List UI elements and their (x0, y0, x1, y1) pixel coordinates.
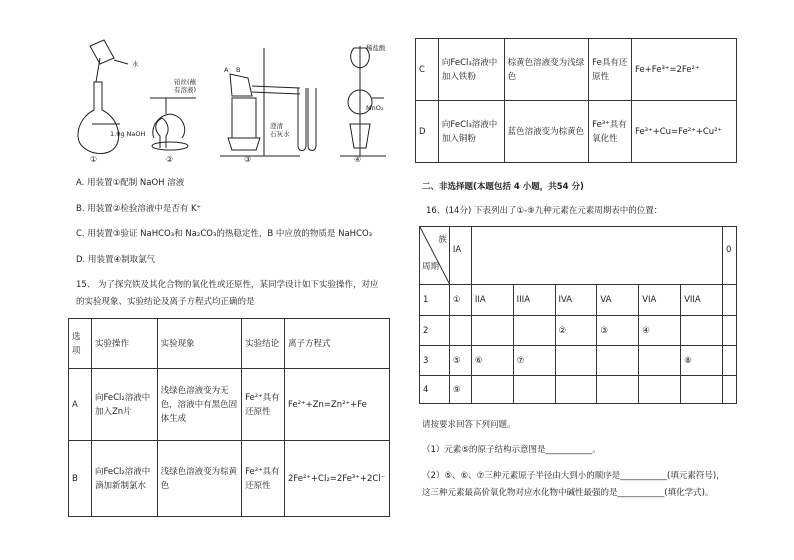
q16-sub2-line2: 这三种元素最高价氧化物对应水化物中碱性最强的是___________(填化学式)。 (422, 488, 714, 498)
q15-header-operation: 实验操作 (91, 319, 157, 369)
period-2: 2 (420, 316, 450, 346)
group-iva: IVA (555, 285, 597, 316)
row-a-operation: 向FeCl₂溶液中加入Zn片 (91, 369, 157, 441)
row-c-option: C (416, 39, 439, 101)
row-a-option: A (69, 369, 92, 441)
row-d-conclusion: Fe³⁺具有氧化性 (589, 101, 632, 163)
q15-header-row (69, 319, 390, 369)
q16-stem: 16、(14分) 下表列出了①-⑨九种元素在元素周期表中的位置： (426, 206, 663, 216)
cell-element-1: ① (449, 285, 471, 316)
corner-cell (420, 227, 450, 285)
row-c-phenomenon: 棕黄色溶液变为浅绿色 (504, 39, 589, 101)
label-limewater: 澄清石灰水 (270, 122, 290, 138)
q15-header-conclusion: 实验结论 (242, 319, 285, 369)
row-b-phenomenon: 浅绿色溶液变为棕黄色 (157, 441, 242, 517)
periodic-table (419, 226, 737, 404)
label-hcl: 稀盐酸 (366, 44, 386, 52)
row-d-operation: 向FeCl₃溶液中加入铜粉 (438, 101, 504, 163)
q15-stem-line2: 的实验现象、实验结论及离子方程式均正确的是 (76, 297, 255, 307)
group-iia: IIA (471, 285, 513, 316)
apparatus-num-3: ③ (244, 155, 252, 164)
label-platinum: 铂丝(蘸有溶液) (174, 78, 197, 94)
row-c-operation: 向FeCl₃溶液中加入铁粉 (438, 39, 504, 101)
q14-option-b: B. 用装置②检验溶液中是否有 K⁺ (76, 204, 202, 214)
table-row (420, 376, 737, 404)
period-1: 1 (420, 285, 450, 316)
cell-element-8: ⑧ (681, 346, 723, 376)
row-d-option: D (416, 101, 439, 163)
cell-element-6: ⑥ (471, 346, 513, 376)
q14-option-a: A. 用装置①配制 NaOH 溶液 (76, 178, 185, 188)
label-naoh: 1.0g NaOH (110, 130, 146, 138)
label-water: 水 (132, 60, 139, 68)
apparatus-num-4: ④ (354, 155, 362, 164)
cell-element-2: ② (555, 316, 597, 346)
group-va: VA (597, 285, 639, 316)
q16-prompt: 请按要求回答下列问题。 (422, 420, 516, 430)
col-0-header: 0 (722, 227, 736, 285)
apparatus-num-2: ② (166, 155, 174, 164)
q16-sub2-line1: （2）⑤、⑥、⑦三种元素原子半径由大到小的顺序是___________(填元素符号)， (422, 471, 725, 481)
period-4: 4 (420, 376, 450, 404)
q14-option-d: D. 用装置④制取氯气 (76, 255, 156, 265)
q15-header-equation: 离子方程式 (284, 319, 389, 369)
cell-element-5: ⑤ (449, 346, 471, 376)
q16-sub1: （1）元素⑤的原子结构示意图是___________。 (422, 445, 601, 455)
label-mno2: MnO₂ (366, 104, 384, 112)
apparatus-figure (70, 38, 390, 166)
table-row (416, 101, 737, 163)
row-b-conclusion: Fe²⁺具有还原性 (242, 441, 285, 517)
table-row (69, 369, 390, 441)
col-ia-header: IA (449, 227, 471, 285)
cell-element-4: ④ (639, 316, 681, 346)
period-3: 3 (420, 346, 450, 376)
label-b: B (236, 66, 241, 74)
row-a-equation: Fe²⁺+Zn=Zn²⁺+Fe (284, 369, 389, 441)
table-row (420, 346, 737, 376)
q15-table-right (415, 38, 737, 163)
table-row (420, 316, 737, 346)
table-row (69, 441, 390, 517)
q15-table-left (68, 318, 390, 517)
cell-element-7: ⑦ (513, 346, 555, 376)
row-c-equation: Fe+Fe³⁺=2Fe²⁺ (632, 39, 737, 101)
table-row (420, 285, 737, 316)
cell-element-3: ③ (597, 316, 639, 346)
q14-option-c: C. 用装置③验证 NaHCO₃和 Na₂CO₃的热稳定性，B 中应放的物质是 NaHCO₃ (76, 229, 373, 239)
cell-element-9: ⑨ (449, 376, 471, 404)
q15-stem-line1: 15、 为了探究铁及其化合物的氧化性或还原性，某同学设计如下实验操作，对应 (76, 280, 379, 290)
q15-header-phenomenon: 实验现象 (157, 319, 242, 369)
row-d-equation: Fe³⁺+Cu=Fe²⁺+Cu²⁺ (632, 101, 737, 163)
corner-period-label: 周期 (422, 262, 440, 272)
row-a-phenomenon: 浅绿色溶液变为无色，溶液中有黑色固体生成 (157, 369, 242, 441)
apparatus-num-1: ① (90, 155, 98, 164)
table-row (416, 39, 737, 101)
label-a: A (224, 66, 229, 74)
row-b-option: B (69, 441, 92, 517)
section-heading: 二、非选择题(本题包括 4 小题，共54 分) (422, 182, 584, 192)
row-b-equation: 2Fe²⁺+Cl₂=2Fe³⁺+2Cl⁻ (284, 441, 389, 517)
group-viia: VIIA (681, 285, 723, 316)
group-iiia: IIIA (513, 285, 555, 316)
row-c-conclusion: Fe具有还原性 (589, 39, 632, 101)
corner-group-label: 族 (438, 235, 447, 245)
row-b-operation: 向FeCl₂溶液中滴加新制氯水 (91, 441, 157, 517)
row-a-conclusion: Fe²⁺具有还原性 (242, 369, 285, 441)
group-via: VIA (639, 285, 681, 316)
row-d-phenomenon: 蓝色溶液变为棕黄色 (504, 101, 589, 163)
q15-header-option: 选项 (69, 319, 92, 369)
